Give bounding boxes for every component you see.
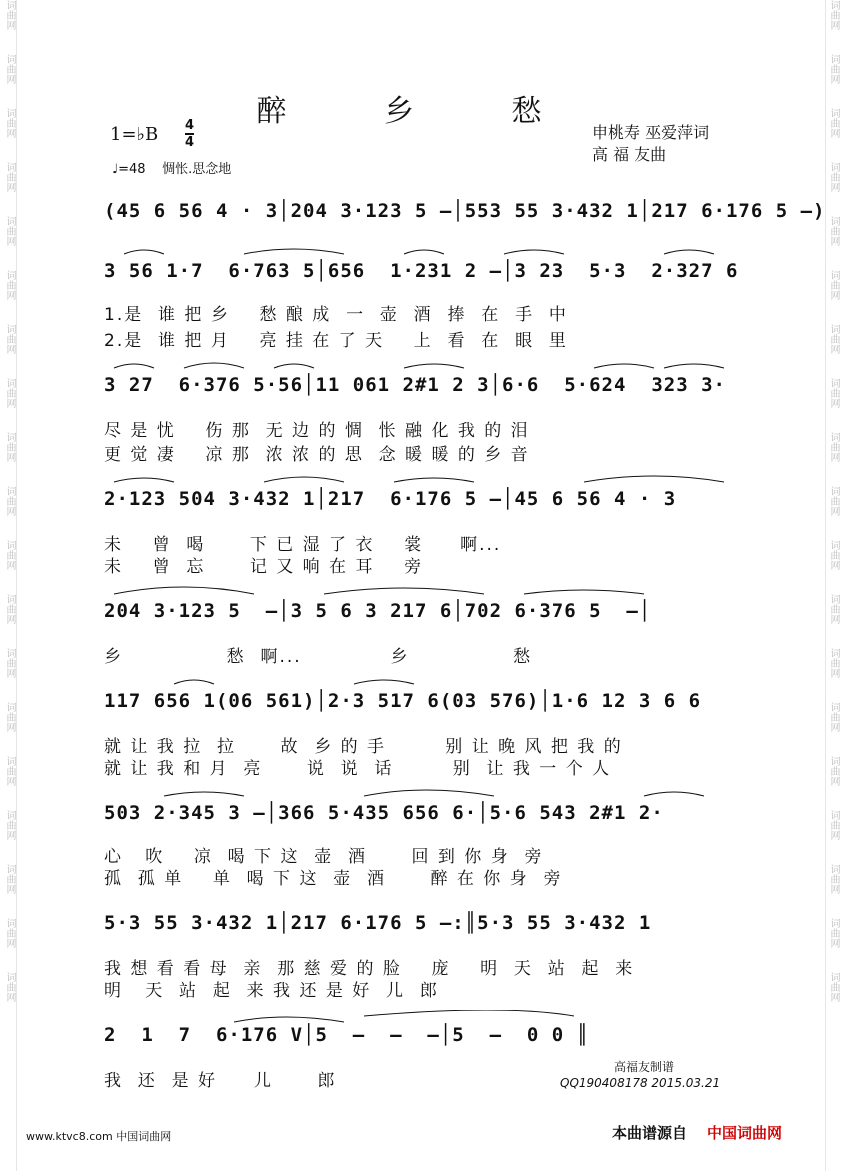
lyric-line: 尽 是 忧 伤 那 无 边 的 惆 怅 融 化 我 的 泪 — [104, 421, 530, 441]
notation-line: 5·3 55 3·432 1│217 6·176 5 –:║5·3 55 3·432 1 — [104, 912, 652, 934]
lyric-line: 就 让 我 拉 拉 故 乡 的 手 别 让 晚 风 把 我 的 — [104, 737, 623, 757]
notation-line: 2 1 7 6·176 V│5 – – –│5 – 0 0 ║ — [104, 1024, 590, 1046]
brand-name[interactable]: 中国词曲网 — [707, 1124, 783, 1142]
lyric-line: 1.是 谁 把 乡 愁 酿 成 一 壶 酒 捧 在 手 中 — [104, 305, 568, 325]
staff-line — [104, 474, 744, 522]
credits — [592, 122, 709, 166]
lyric-line: 更 觉 凄 凉 那 浓 浓 的 思 念 暖 暖 的 乡 音 — [104, 445, 530, 465]
notation-line: 204 3·123 5 –│3 5 6 3 217 6│702 6·376 5 –│ — [104, 600, 652, 622]
notation-line: 117 656 1(06 561)│2·3 517 6(03 576)│1·6 12 3 6 6 — [104, 690, 702, 712]
notation-line: 3 56 1·7 6·763 5│656 1·231 2 –│3 23 5·3 2·327 6 — [104, 260, 739, 282]
lyricist: 申桃寿 巫爱萍词 — [592, 123, 710, 142]
tempo-marking: ♩=48 惆怅.思念地 — [112, 162, 232, 177]
right-watermark-strip: 词曲网 词曲网 词曲网 词曲网 词曲网 词曲网 词曲网 词曲网 词曲网 词曲网 词曲网 词曲网 词曲网 词曲网 词曲网 词曲网 词曲网 词曲网 词曲网 — [825, 0, 840, 1171]
source-credit: 本曲谱源自 中国词曲网 — [612, 1124, 783, 1142]
lyric-line: 孤 孤 单 单 喝 下 这 壶 酒 醉 在 你 身 旁 — [104, 869, 563, 889]
staff-line — [104, 186, 826, 234]
staff-line — [104, 898, 744, 946]
key-signature: 1=♭B — [110, 124, 159, 145]
lyric-line: 乡 愁 啊... 乡 愁 — [104, 647, 533, 667]
staff-line — [104, 360, 744, 408]
transcriber: 高福友制谱 — [614, 1060, 675, 1074]
contact-date: QQ190408178 2015.03.21 — [560, 1076, 721, 1090]
staff-line — [104, 586, 744, 634]
notation-line: 3 27 6·376 5·56│11 061 2#1 2 3│6·6 5·624 323 3· — [104, 374, 726, 396]
staff-line — [104, 676, 744, 724]
notation-line: (45 6 56 4 · 3│204 3·123 5 –│553 55 3·432 1│217 6·176 5 –) — [104, 200, 826, 222]
lyric-line: 未 曾 忘 记 又 响 在 耳 旁 — [104, 557, 424, 577]
composer: 高 福 友曲 — [592, 145, 667, 164]
time-signature: 4 4 — [185, 118, 195, 150]
lyric-line: 我 还 是 好 儿 郎 — [104, 1071, 337, 1091]
lyric-line: 明 天 站 起 来 我 还 是 好 儿 郎 — [104, 981, 439, 1001]
lyric-line: 2.是 谁 把 月 亮 挂 在 了 天 上 看 在 眼 里 — [104, 331, 568, 351]
song-title: 醉 乡 愁 — [256, 94, 586, 129]
notation-line: 503 2·345 3 –│366 5·435 656 6·│5·6 543 2#1 2· — [104, 802, 664, 824]
notation-line: 2·123 504 3·432 1│217 6·176 5 –│45 6 56 4 · 3 — [104, 488, 677, 510]
staff-line — [104, 788, 744, 836]
lyric-line: 心 吹 凉 喝 下 这 壶 酒 回 到 你 身 旁 — [104, 847, 544, 867]
lyric-line: 未 曾 喝 下 已 湿 了 衣 裳 啊... — [104, 535, 502, 555]
staff-line — [104, 1010, 744, 1058]
left-watermark-strip: 词曲网 词曲网 词曲网 词曲网 词曲网 词曲网 词曲网 词曲网 词曲网 词曲网 词曲网 词曲网 词曲网 词曲网 词曲网 词曲网 词曲网 词曲网 词曲网 — [2, 0, 17, 1171]
site-url[interactable]: www.ktvc8.com 中国词曲网 — [26, 1130, 172, 1143]
lyric-line: 就 让 我 和 月 亮 说 说 话 别 让 我 一 个 人 — [104, 759, 612, 779]
lyric-line: 我 想 看 看 母 亲 那 慈 爱 的 脸 庞 明 天 站 起 来 — [104, 959, 635, 979]
staff-line — [104, 246, 744, 294]
